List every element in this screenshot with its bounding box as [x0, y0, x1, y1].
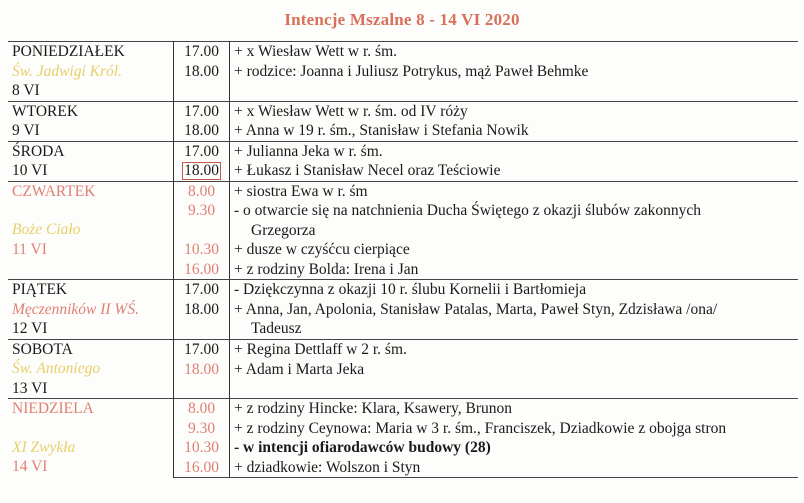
mass-intention: + Regina Dettlaff w 2 r. śm. — [230, 339, 799, 360]
mass-row — [8, 42, 798, 63]
mass-time: 16.00 — [174, 260, 230, 280]
mass-intention: - w intencji ofiarodawców budowy (28) — [234, 439, 491, 456]
day-date: 9 VI — [12, 122, 40, 139]
mass-intention: + x Wiesław Wett w r. śm. — [230, 42, 799, 63]
mass-time: 17.00 — [174, 141, 230, 161]
day-date: 11 VI — [12, 240, 47, 258]
feast-name: Męczenników II WŚ. — [12, 300, 139, 318]
day-name: WTOREK — [12, 102, 79, 120]
mass-intention: + z rodziny Hincke: Klara, Ksawery, Brunon — [230, 399, 799, 419]
mass-row — [8, 339, 798, 360]
day-name: SOBOTA — [12, 340, 73, 358]
mass-time: 9.30 — [174, 201, 230, 240]
mass-row — [8, 181, 798, 201]
spacer — [12, 419, 173, 438]
feast-name: Św. Antoniego — [12, 360, 101, 377]
mass-intention: + Anna w 19 r. śm., Stanisław i Stefania Nowik — [230, 121, 799, 141]
mass-time: 16.00 — [174, 458, 230, 478]
day-name: PIĄTEK — [12, 281, 68, 298]
mass-intention: + Łukasz i Stanisław Necel oraz Teściowie — [230, 161, 799, 181]
mass-time: 17.00 — [174, 280, 230, 300]
mass-time: 18.00 — [174, 121, 230, 141]
mass-row — [8, 141, 798, 161]
mass-time: 17.00 — [174, 42, 230, 63]
mass-time: 17.00 — [174, 101, 230, 121]
mass-intention: + z rodziny Bolda: Irena i Jan — [230, 260, 799, 280]
mass-time: 8.00 — [174, 181, 230, 201]
mass-intention: + z rodziny Ceynowa: Maria w 3 r. śm., Franciszek, Dziadkowie z obojga stron — [234, 419, 727, 437]
mass-time: 8.00 — [174, 399, 230, 419]
mass-row — [8, 280, 798, 300]
mass-intention: + Julianna Jeka w r. śm. — [230, 141, 799, 161]
mass-time: 9.30 — [174, 419, 230, 439]
day-cell-thursday — [8, 181, 174, 280]
day-cell-wednesday — [8, 141, 174, 181]
feast-name: Boże Ciało — [12, 221, 81, 238]
feast-name: XI Zwykła — [12, 438, 76, 456]
mass-intention-cell — [230, 201, 799, 240]
day-cell-tuesday — [8, 101, 174, 141]
mass-time: 18.00 — [184, 162, 219, 179]
mass-row — [8, 399, 798, 419]
mass-intention: - o otwarcie się na natchnienia Ducha Świętego z okazji ślubów zakonnych — [234, 202, 701, 219]
mass-time: 10.30 — [174, 438, 230, 458]
mass-time: 18.00 — [174, 62, 230, 101]
day-date: 10 VI — [12, 162, 48, 179]
mass-intention: - Dziękczynna z okazji 10 r. ślubu Kornelii i Bartłomieja — [230, 280, 799, 300]
day-date: 12 VI — [12, 320, 48, 337]
mass-time: 17.00 — [174, 339, 230, 360]
day-date: 13 VI — [12, 379, 48, 397]
mass-intention: + dusze w czyśćcu cierpiące — [234, 241, 410, 258]
mass-intention: + siostra Ewa w r. śm — [230, 181, 799, 201]
mass-time: 18.00 — [174, 300, 230, 340]
mass-intention: + Adam i Marta Jeka — [230, 360, 799, 399]
day-name: PONIEDZIAŁEK — [12, 43, 125, 60]
day-cell-saturday — [8, 339, 174, 399]
mass-intention: + x Wiesław Wett w r. śm. od IV róży — [230, 101, 799, 121]
day-cell-friday — [8, 280, 174, 340]
mass-time: 18.00 — [174, 360, 230, 399]
day-name: ŚRODA — [12, 142, 65, 160]
mass-intention: + Anna, Jan, Apolonia, Stanisław Patalas, Marta, Paweł Styn, Zdzisława /ona/ — [234, 300, 718, 318]
mass-time: 10.30 — [174, 240, 230, 260]
spacer — [12, 201, 173, 220]
mass-intention-continued: Tadeusz — [251, 320, 302, 337]
day-name: NIEDZIELA — [12, 400, 94, 417]
day-date: 14 VI — [12, 458, 48, 475]
day-date: 8 VI — [12, 82, 40, 99]
mass-schedule-table — [8, 41, 798, 478]
day-name: CZWARTEK — [12, 182, 96, 200]
feast-name: Św. Jadwigi Król. — [12, 62, 122, 80]
mass-row — [8, 101, 798, 121]
day-cell-sunday — [8, 399, 174, 478]
mass-intention: + rodzice: Joanna i Juliusz Potrykus, mąż Paweł Behmke — [230, 62, 799, 101]
page-title: Intencje Mszalne 8 - 14 VI 2020 — [284, 10, 520, 29]
mass-time-cell — [174, 161, 230, 181]
mass-intention-cell — [230, 300, 799, 340]
day-cell-monday — [8, 42, 174, 102]
mass-intention: + dziadkowie: Wolszon i Styn — [230, 458, 799, 478]
mass-intention-continued: Grzegorza — [251, 221, 316, 239]
